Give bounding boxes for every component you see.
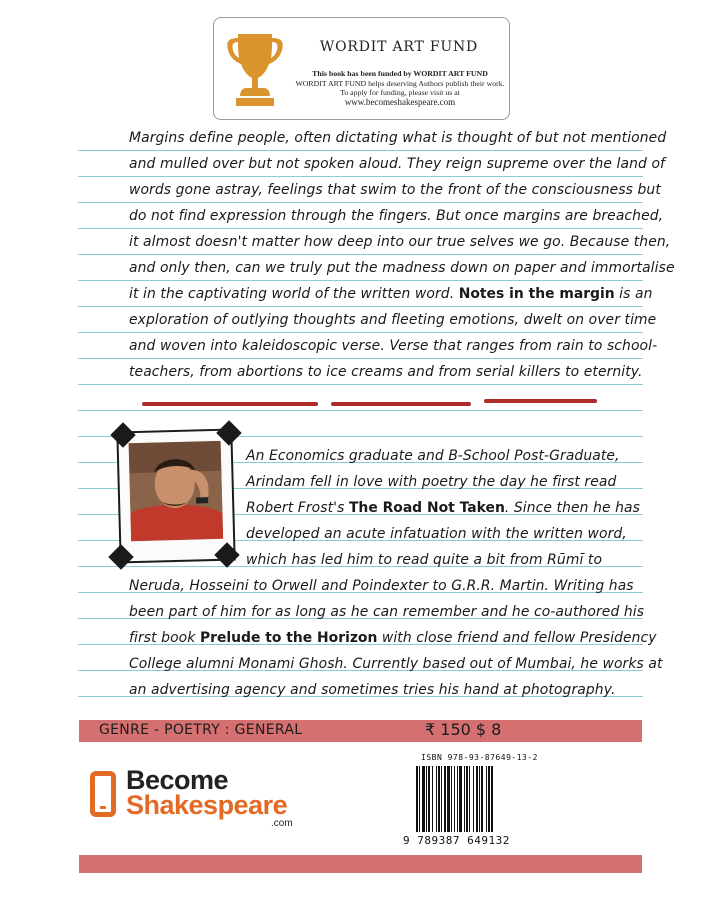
- first-book-title: Prelude to the Horizon: [199, 630, 378, 646]
- logo-dotcom: .com: [271, 818, 293, 829]
- blurb-line: and woven into kaleidoscopic verse. Verse that ranges from rain to school-: [129, 338, 658, 354]
- phone-shaped-logo-icon: [90, 771, 116, 817]
- genre-price-bar: [79, 720, 642, 742]
- red-underline-stroke: [142, 402, 318, 406]
- barcode-bar: [426, 766, 427, 832]
- blurb-line: words gone astray, feelings that swim to the front of the consciousness but: [129, 182, 661, 198]
- ruled-line: [78, 254, 643, 255]
- blurb-line: it almost doesn't matter how deep into our true selves we go. Because then,: [129, 234, 671, 250]
- barcode-bar: [486, 766, 487, 832]
- book-title: Notes in the margin: [458, 286, 615, 302]
- blurb-line: Margins define people, often dictating what is thought of but not mentioned: [129, 130, 667, 146]
- barcode-bar: [457, 766, 458, 832]
- red-underline-stroke: [484, 399, 597, 403]
- ruled-line: [78, 384, 643, 385]
- blurb-line: exploration of outlying thoughts and fleeting emotions, dwelt on over time: [129, 312, 657, 328]
- barcode-bar: [447, 766, 450, 832]
- fund-line-2: WORDIT ART FUND helps deserving Authors publish their work.: [295, 79, 505, 88]
- barcode-bar: [419, 766, 420, 832]
- barcode-bar: [416, 766, 418, 832]
- blurb-text: is an: [619, 286, 653, 302]
- barcode-bar: [481, 766, 483, 832]
- barcode-bar: [466, 766, 468, 832]
- ruled-line: [78, 410, 643, 411]
- barcode-bar: [473, 766, 474, 832]
- portrait-illustration: [129, 441, 224, 541]
- fund-url: www.becomeshakespeare.com: [344, 97, 456, 107]
- barcode-bar: [441, 766, 442, 832]
- bio-line: [246, 498, 640, 518]
- ruled-line: [78, 306, 643, 307]
- price-label: ₹ 150 $ 8: [425, 720, 502, 739]
- logo-become: Become: [126, 765, 229, 795]
- blurb-line: [129, 284, 653, 304]
- bio-line: an advertising agency and sometimes tries his hand at photography.: [129, 682, 616, 698]
- ruled-line: [78, 176, 643, 177]
- bottom-accent-bar: [79, 855, 642, 873]
- red-underline-stroke: [331, 402, 471, 406]
- ruled-line: [78, 228, 643, 229]
- blurb-line: do not find expression through the fingers. But once margins are breached,: [129, 208, 664, 224]
- ruled-line: [78, 280, 643, 281]
- bio-line: which has led him to read quite a bit from Rūmī to: [246, 552, 603, 568]
- bio-line: developed an acute infatuation with the written word,: [246, 526, 627, 542]
- bio-text: first book: [129, 630, 196, 646]
- fund-title: WORDIT ART FUND: [319, 39, 479, 55]
- barcode: [415, 766, 521, 832]
- barcode-bar: [469, 766, 470, 832]
- bio-line: An Economics graduate and B-School Post-Graduate,: [246, 448, 620, 464]
- barcode-bar: [491, 766, 493, 832]
- author-photo: [104, 422, 244, 572]
- trophy-icon: [224, 28, 286, 110]
- barcode-bar: [432, 766, 433, 832]
- blurb-text: it in the captivating world of the written word.: [129, 286, 455, 302]
- fund-line-3: To apply for funding, please visit us at: [340, 88, 460, 97]
- blurb-line: and mulled over but not spoken aloud. They reign supreme over the land of: [129, 156, 666, 172]
- barcode-bar: [488, 766, 490, 832]
- wordit-art-fund-box: [213, 17, 510, 120]
- barcode-bar: [438, 766, 440, 832]
- barcode-bar: [428, 766, 430, 832]
- ruled-line: [78, 358, 643, 359]
- author-portrait: [129, 441, 224, 541]
- barcode-bar: [451, 766, 452, 832]
- barcode-bar: [436, 766, 437, 832]
- bio-line: Neruda, Hosseini to Orwell and Poindexter to G.R.R. Martin. Writing has: [129, 578, 634, 594]
- fund-line-1: This book has been funded by WORDIT ART FUND: [312, 69, 488, 78]
- bio-text: Robert Frost's: [246, 500, 345, 516]
- ruled-line: [78, 202, 643, 203]
- blurb-line: teachers, from abortions to ice creams and from serial killers to eternity.: [129, 364, 643, 380]
- ruled-line: [78, 150, 643, 151]
- genre-label: GENRE - POETRY : GENERAL: [99, 722, 303, 738]
- barcode-bar: [476, 766, 478, 832]
- poem-title: The Road Not Taken: [348, 500, 505, 516]
- barcode-bar: [479, 766, 480, 832]
- barcode-bar: [422, 766, 425, 832]
- blurb-line: and only then, can we truly put the madness down on paper and immortalise: [129, 260, 675, 276]
- bio-line: Arindam fell in love with poetry the day he first read: [246, 474, 617, 490]
- bio-text: with close friend and fellow Presidency: [381, 630, 657, 646]
- bio-text: . Since then he has: [504, 500, 640, 516]
- barcode-bar: [444, 766, 446, 832]
- ruled-line: [78, 332, 643, 333]
- logo-shakespeare: Shakespeare: [126, 790, 288, 820]
- barcode-bar: [464, 766, 465, 832]
- barcode-bar: [459, 766, 462, 832]
- bio-line: College alumni Monami Ghosh. Currently based out of Mumbai, he works at: [129, 656, 663, 672]
- photo-frame: [116, 429, 235, 564]
- bio-line: [129, 628, 657, 648]
- barcode-bar: [454, 766, 455, 832]
- barcode-digits: 9 789387 649132: [403, 834, 510, 847]
- bio-line: been part of him for as long as he can remember and he co-authored his: [129, 604, 645, 620]
- isbn-text: ISBN 978-93-87649-13-2: [421, 753, 538, 762]
